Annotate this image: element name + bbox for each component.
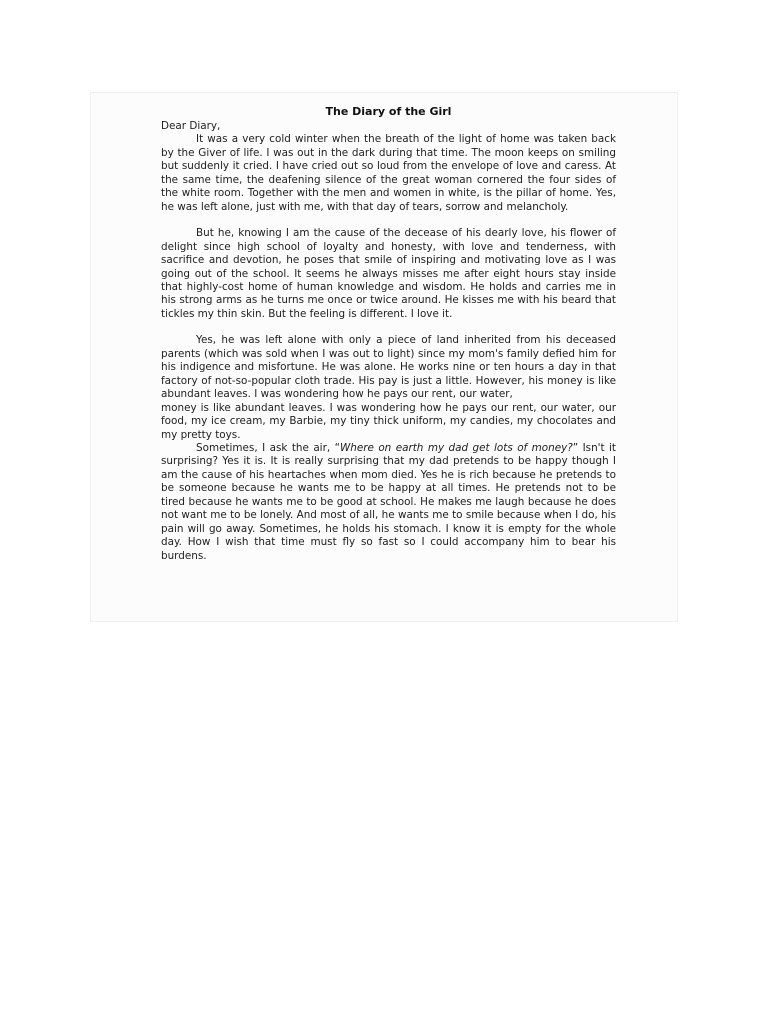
document-sheet bbox=[90, 92, 678, 622]
paragraph-1: It was a very cold winter when the breath of the light of home was taken back by the Giver of life. I was out in the dark during that time. The moon keeps on smiling but suddenly it cried. I have cried out so loud from the envelope of love and caress. At the same time, the deafening silence of the great woman cornered the four sides of the white room. Together with the men and women in white, is the pillar of home. Yes, he was left alone, just with me, with that day of tears, sorrow and melancholy. bbox=[161, 133, 616, 213]
paragraph-3-repeat: money is like abundant leaves. I was wondering how he pays our rent, our water, our food, my ice cream, my Barbie, my tiny thick uniform, my candies, my chocolates and my pretty toys. bbox=[161, 401, 616, 441]
paragraph-2: But he, knowing I am the cause of the decease of his dearly love, his flower of delight since high school of loyalty and honesty, with love and tenderness, with sacrifice and devotion, he poses that smile of inspiring and motivating love as I was going out of the school. It seems he always misses me after eight hours stay inside that highly-cost home of human knowledge and wisdom. He holds and carries me in his strong arms as he turns me once or twice around. He kisses me with his beard that tickles my thin skin. But the feeling is different. I love it. bbox=[161, 227, 616, 320]
paragraph-4-quote: Where on earth my dad get lots of money? bbox=[339, 441, 573, 454]
paragraph-4 bbox=[161, 442, 616, 563]
paragraph-3: Yes, he was left alone with only a piece of land inherited from his deceased parents (which was sold when I was out to light) since my mom's family defied him for his indigence and misfortune. He was alone. He works nine or ten hours a day in that factory of not-so-popular cloth trade. His pay is just a little. However, his money is like abundant leaves. I was wondering how he pays our rent, our water, bbox=[161, 334, 616, 401]
salutation: Dear Diary, bbox=[161, 120, 221, 132]
document-title: The Diary of the Girl bbox=[325, 105, 452, 118]
paragraph-4-before-quote: Sometimes, I ask the air, “ bbox=[196, 441, 340, 454]
paragraph-spacer bbox=[161, 214, 616, 227]
paragraph-spacer bbox=[161, 321, 616, 334]
document-body bbox=[161, 105, 616, 563]
paragraph-4-after-quote: ” Isn't it surprising? Yes it is. It is really surprising that my dad pretends to be happy though I am the cause of his heartaches when mom died. Yes he is rich because he pretends to be someone because he wants me to be happy at all times. He pretends not to be tired because he wants me to be good at school. He makes me laugh because he does not want me to be lonely. And most of all, he wants me to smile because when I do, his pain will go away. Sometimes, he holds his stomach. I know it is empty for the whole day. How I wish that time must fly so fast so I could accompany him to bear his burdens. bbox=[161, 441, 616, 562]
